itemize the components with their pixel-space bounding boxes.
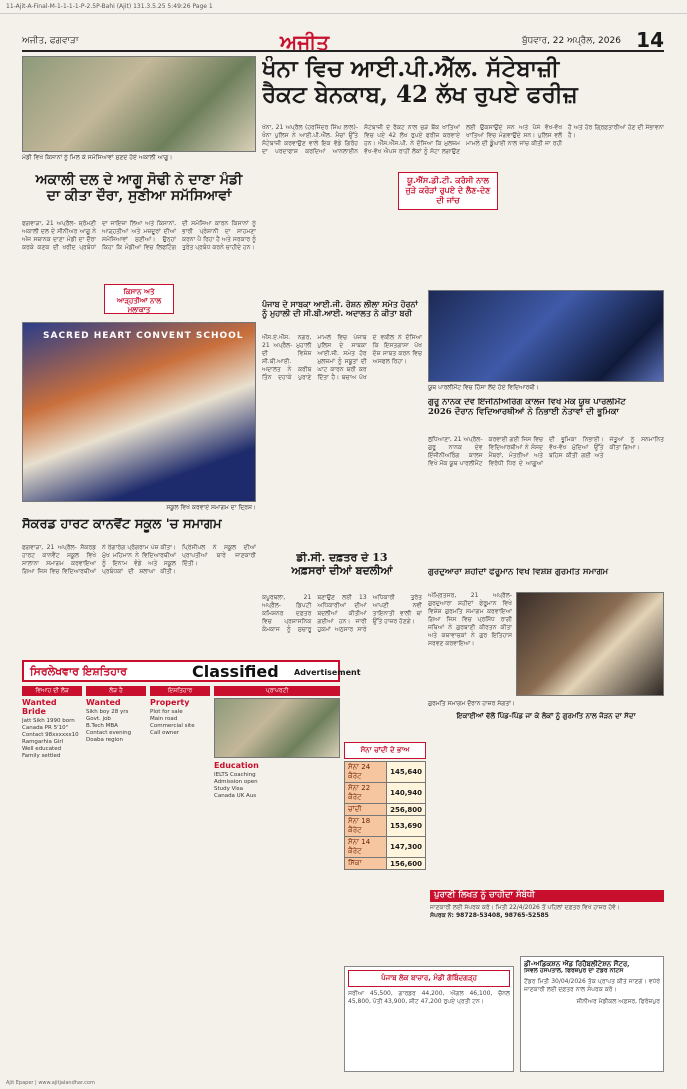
- classified-line: Govt. job: [86, 716, 111, 722]
- table-row: [345, 858, 426, 870]
- body-gurmat-samagam: ਅੰਮ੍ਰਿਤਸਰ, 21 ਅਪ੍ਰੈਲ- ਗੁਰਦੁਆਰਾ ਸ਼ਹੀਦਾਂ ਫੇਰੂਮਾਨ ਵਿਖੇ ਵਿਸ਼ੇਸ਼ ਗੁਰਮਤਿ ਸਮਾਗਮ ਕਰਵਾਇਆ ਗਿਆ ਜਿਸ ਵਿਚ ਪ੍ਰਸਿੱਧ ਰਾਗੀ ਜਥਿਆਂ ਨੇ ਗੁਰਬਾਣੀ ਕੀਰਤਨ ਕੀਤਾ ਅਤੇ ਕਥਾਵਾਚਕਾਂ ਨੇ ਗੁਰ ਇਤਿਹਾਸ ਸਰਵਣ ਕਰਵਾਇਆ।: [428, 592, 512, 647]
- classified-line: Canada UK Aus: [214, 793, 257, 799]
- rate-label: ਚਾਂਦੀ: [345, 804, 387, 816]
- headline-school-event: ਸੈਕਰਡ ਹਾਰਟ ਕਾਨਵੈਂਟ ਸਕੂਲ 'ਚ ਸਮਾਗਮ: [22, 518, 222, 532]
- classified-col-title: Wanted: [86, 698, 121, 707]
- classified-col-4: [214, 686, 340, 1072]
- table-row: [345, 837, 426, 858]
- headline-cbi-line2: ਨੂੰ ਮੁਹਾਲੀ ਦੀ ਸੀ.ਬੀ.ਆਈ. ਅਦਾਲਤ ਨੇ ਕੀਤਾ ਬਰੀ: [262, 308, 412, 319]
- footer: Ajit Epaper | www.ajitjalandhar.com: [6, 1080, 95, 1086]
- masthead-edition: ਅਜੀਤ, ਫਗਵਾੜਾ: [22, 36, 79, 46]
- classified-line: Main road: [150, 716, 178, 722]
- classified-label: Classified: [192, 662, 279, 681]
- classified-line: IELTS Coaching: [214, 772, 256, 778]
- notice-body: ਜਾਣਕਾਰੀ ਲਈ ਸੰਪਰਕ ਕਰੋ। ਮਿਤੀ 22/4/2026 ਤੋਂ ਪਹਿਲਾਂ ਦਫ਼ਤਰ ਵਿਖੇ ਹਾਜ਼ਰ ਹੋਵੋ।: [430, 903, 620, 911]
- body-cbi-court: ਐੱਸ.ਏ.ਐੱਸ. ਨਗਰ, 21 ਅਪ੍ਰੈਲ- ਮੁਹਾਲੀ ਦੀ ਵਿਸ਼ੇਸ਼ ਸੀ.ਬੀ.ਆਈ. ਅਦਾਲਤ ਨੇ ਕਰੀਬ ਤਿੰਨ ਦਹਾਕੇ ਪੁਰਾਣੇ ਮਾਮਲੇ ਵਿਚ ਪੰਜਾਬ ਪੁਲਿਸ ਦੇ ਸਾਬਕਾ ਆਈ.ਜੀ. ਸਮੇਤ ਹੋਰ ਮੁਲਜ਼ਮਾਂ ਨੂੰ ਸਬੂਤਾਂ ਦੀ ਘਾਟ ਕਾਰਨ ਬਰੀ ਕਰ ਦਿੱਤਾ ਹੈ। ਬਚਾਅ ਪੱਖ ਦੇ ਵਕੀਲ ਨੇ ਦੱਸਿਆ ਕਿ ਇਸਤਗਾਸਾ ਪੱਖ ਦੋਸ਼ ਸਾਬਤ ਕਰਨ ਵਿਚ ਅਸਫਲ ਰਿਹਾ।: [262, 334, 422, 381]
- headline-akali-line2: ਦਾ ਕੀਤਾ ਦੌਰਾ, ਸੁਣੀਆ ਸਮੱਸਿਆਵਾਂ: [46, 188, 232, 205]
- mandi-box: [344, 966, 514, 1072]
- classified-header: [22, 660, 361, 682]
- mandi-body: ਸਰੀਆ 45,500, ਗਾਰਡਰ 44,200, ਐਂਗਲ 46,100, ਚੈਨਲ 45,800, ਪੱਤੀ 43,900, ਸ਼ੀਟ 47,200 ਰੁਪਏ ਪ੍ਰਤੀ ਟਨ।: [348, 990, 510, 1005]
- body-school-event: ਫਗਵਾੜਾ, 21 ਅਪ੍ਰੈਲ- ਸੈਕਰਡ ਹਾਰਟ ਕਾਨਵੈਂਟ ਸਕੂਲ ਵਿਖੇ ਸਾਲਾਨਾ ਸਮਾਗਮ ਕਰਵਾਇਆ ਗਿਆ ਜਿਸ ਵਿਚ ਵਿਦਿਆਰਥੀਆਂ ਨੇ ਰੰਗਾਰੰਗ ਪ੍ਰੋਗਰਾਮ ਪੇਸ਼ ਕੀਤਾ। ਮੁੱਖ ਮਹਿਮਾਨ ਨੇ ਵਿਦਿਆਰਥੀਆਂ ਨੂੰ ਇਨਾਮ ਵੰਡੇ ਅਤੇ ਸਕੂਲ ਪ੍ਰਬੰਧਕਾਂ ਦੀ ਸ਼ਲਾਘਾ ਕੀਤੀ। ਪ੍ਰਿੰਸੀਪਲ ਨੇ ਸਕੂਲ ਦੀਆਂ ਪ੍ਰਾਪਤੀਆਂ ਬਾਰੇ ਜਾਣਕਾਰੀ ਦਿੱਤੀ।: [22, 544, 256, 575]
- photo-youth-parliament: [428, 290, 664, 382]
- classified-line: Sikh boy 28 yrs: [86, 709, 129, 715]
- photo-mandi-visit: [22, 56, 256, 152]
- mandi-title: ਪੰਜਾਬ ਲੋਕ ਬਾਜ਼ਾਰ, ਮੰਡੀ ਗੋਬਿੰਦਗੜ੍ਹ: [348, 970, 510, 987]
- table-row: [345, 816, 426, 837]
- print-slug: 11-Ajit-A-Final-M-1-1-1-1-P-2.5P-Bahi (Ajit) 131.3.5.25 5:49:26 Page 1: [0, 0, 687, 14]
- classified-col-title: Property: [150, 698, 190, 707]
- classified-line: Call owner: [150, 730, 180, 736]
- gold-rates-title: ਸੋਨਾ ਚਾਂਦੀ ਦੇ ਭਾਅ: [344, 742, 426, 759]
- caption-school-event: ਸਕੂਲ ਵਿਖੇ ਕਰਵਾਏ ਸਮਾਗਮ ਦਾ ਦ੍ਰਿਸ਼।: [166, 504, 256, 511]
- classified-col-title: Wanted Bride: [22, 698, 57, 716]
- hospital-signoff: ਸੀਨੀਅਰ ਮੈਡੀਕਲ ਅਫ਼ਸਰ, ਫਿਰੋਜ਼ਪੁਰ: [576, 997, 660, 1005]
- classified-col-title: Education: [214, 761, 259, 770]
- classified-col-1: [22, 686, 82, 1072]
- headline-lead-story: [262, 56, 664, 120]
- classified-line: Study Visa: [214, 786, 244, 792]
- headline-akali-visit: [22, 172, 256, 212]
- gold-rates-box: [344, 742, 426, 902]
- table-row: [345, 783, 426, 804]
- classified-col-head: ਇਸ਼ਤਿਹਾਰ: [150, 686, 210, 696]
- classified-col-head: ਲੋੜ ਹੈ: [86, 686, 146, 696]
- photo-gurmat-samagam: [516, 592, 664, 696]
- headline-lead-line1: ਖੰਨਾ ਵਿਚ ਆਈ.ਪੀ.ਐੱਲ. ਸੱਟੇਬਾਜ਼ੀ: [262, 56, 560, 82]
- headline-youth-line1: ਗੁਰੂ ਨਾਨਕ ਦੇਵ ਇੰਜੀਨੀਅਰਿੰਗ ਕਾਲਜ ਵਿਖੇ ਮੌਕ ਯੂਥ ਪਾਰਲੀਮੈਂਟ: [428, 398, 626, 407]
- classified-label-sub: Advertisement: [294, 668, 361, 677]
- classified-col-2: [86, 686, 146, 1072]
- notice-phone: ਸੰਪਰਕ ਨੰ: 98728-53408, 98765-52585: [430, 911, 549, 919]
- body-youth-parliament: ਲੁਧਿਆਣਾ, 21 ਅਪ੍ਰੈਲ- ਗੁਰੂ ਨਾਨਕ ਦੇਵ ਇੰਜੀਨੀਅਰਿੰਗ ਕਾਲਜ ਵਿਖੇ ਮੌਕ ਯੂਥ ਪਾਰਲੀਮੈਂਟ ਕਰਵਾਈ ਗਈ ਜਿਸ ਵਿਚ ਵਿਦਿਆਰਥੀਆਂ ਨੇ ਸੰਸਦ ਮੈਂਬਰਾਂ, ਮੰਤਰੀਆਂ ਅਤੇ ਵਿਰੋਧੀ ਧਿਰ ਦੇ ਆਗੂਆਂ ਦੀ ਭੂਮਿਕਾ ਨਿਭਾਈ। ਵੱਖ-ਵੱਖ ਮੁੱਦਿਆਂ ਉੱਤੇ ਬਹਿਸ ਕੀਤੀ ਗਈ ਅਤੇ ਜੇਤੂਆਂ ਨੂੰ ਸਨਮਾਨਿਤ ਕੀਤਾ ਗਿਆ।: [428, 436, 664, 467]
- classified-ad-image: [214, 698, 340, 758]
- caption-youth-parliament: ਯੂਥ ਪਾਰਲੀਮੈਂਟ ਵਿਚ ਹਿੱਸਾ ਲੈਂਦੇ ਹੋਏ ਵਿਦਿਆਰਥੀ।: [428, 384, 539, 391]
- hospital-title: ਡੀ-ਅਡਿਕਸ਼ਨ ਐਂਡ ਰਿਹੈਬਲੀਟੇਸ਼ਨ ਸੈਂਟਰ,: [524, 960, 630, 968]
- classified-line: Contact 98xxxxxx10: [22, 732, 79, 738]
- rate-value: 156,600: [387, 858, 426, 870]
- page-number: 14: [636, 28, 664, 52]
- rate-label: ਸੋਨਾ 22 ਕੈਰੇਟ: [345, 783, 387, 804]
- rate-value: 145,640: [387, 762, 426, 783]
- headline-youth-parliament: [428, 398, 664, 432]
- hospital-notice: [520, 956, 664, 1072]
- headline-cbi-court: [262, 300, 422, 330]
- classified-line: Canada PR 5'10": [22, 725, 69, 731]
- rate-value: 153,690: [387, 816, 426, 837]
- notice-title: ਪੁਰਾਣੀ ਲਿਖਤ ਨੂੰ ਚਾਹੀਦਾ ਸੰਬੰਧੀ: [430, 890, 664, 902]
- classified-line: Plot for sale: [150, 709, 183, 715]
- body-dc-transfers: ਕਪੂਰਥਲਾ, 21 ਅਪ੍ਰੈਲ- ਡਿਪਟੀ ਕਮਿਸ਼ਨਰ ਦਫ਼ਤਰ ਵਿਚ ਪ੍ਰਸ਼ਾਸਨਿਕ ਕੰਮਕਾਜ ਨੂੰ ਸੁਚਾਰੂ ਬਣਾਉਣ ਲਈ 13 ਅਧਿਕਾਰੀਆਂ ਦੀਆਂ ਬਦਲੀਆਂ ਕੀਤੀਆਂ ਗਈਆਂ ਹਨ। ਜਾਰੀ ਹੁਕਮਾਂ ਅਨੁਸਾਰ ਸਾਰੇ ਅਧਿਕਾਰੀ ਤੁਰੰਤ ਆਪਣੀ ਨਵੀਂ ਤਾਇਨਾਤੀ ਵਾਲੀ ਥਾਂ ਉੱਤੇ ਹਾਜ਼ਰ ਹੋਣਗੇ।: [262, 594, 422, 633]
- caption-mandi-visit: ਮੰਡੀ ਵਿਖੇ ਕਿਸਾਨਾਂ ਨੂੰ ਮਿਲ ਕੇ ਸਮੱਸਿਆਵਾਂ ਸੁਣਦੇ ਹੋਏ ਅਕਾਲੀ ਆਗੂ।: [22, 154, 173, 161]
- classified-col-head: ਪ੍ਰਾਪਰਟੀ: [214, 686, 340, 696]
- masthead-date: ਬੁੱਧਵਾਰ, 22 ਅਪ੍ਰੈਲ, 2026: [522, 36, 621, 46]
- headline-youth-line2: 2026 ਦੌਰਾਨ ਵਿਦਿਆਰਥੀਆਂ ਨੇ ਨਿਭਾਈ ਨੇਤਾਵਾਂ ਦੀ ਭੂਮਿਕਾ: [428, 406, 619, 417]
- rate-label: ਸੋਨਾ 14 ਕੈਰੇਟ: [345, 837, 387, 858]
- headline-dc-line2: ਅਫ਼ਸਰਾਂ ਦੀਆਂ ਬਦਲੀਆਂ: [291, 563, 393, 577]
- masthead: [22, 30, 664, 52]
- table-row: [345, 762, 426, 783]
- headline-akali-line1: ਅਕਾਲੀ ਦਲ ਦੇ ਆਗੂ ਸੋਢੀ ਨੇ ਦਾਣਾ ਮੰਡੀ: [35, 172, 243, 188]
- body-akali-visit: ਫਗਵਾੜਾ, 21 ਅਪ੍ਰੈਲ- ਸ਼੍ਰੋਮਣੀ ਅਕਾਲੀ ਦਲ ਦੇ ਸੀਨੀਅਰ ਆਗੂ ਨੇ ਅੱਜ ਸਥਾਨਕ ਦਾਣਾ ਮੰਡੀ ਦਾ ਦੌਰਾ ਕਰਕੇ ਕਣਕ ਦੀ ਖਰੀਦ ਪ੍ਰਬੰਧਾਂ ਦਾ ਜਾਇਜ਼ਾ ਲਿਆ ਅਤੇ ਕਿਸਾਨਾਂ, ਆੜ੍ਹਤੀਆਂ ਅਤੇ ਮਜ਼ਦੂਰਾਂ ਦੀਆਂ ਸਮੱਸਿਆਵਾਂ ਸੁਣੀਆਂ। ਉਨ੍ਹਾਂ ਕਿਹਾ ਕਿ ਮੰਡੀਆਂ ਵਿਚ ਲਿਫਟਿੰਗ ਦੀ ਸਮੱਸਿਆ ਕਾਰਨ ਕਿਸਾਨਾਂ ਨੂੰ ਭਾਰੀ ਪ੍ਰੇਸ਼ਾਨੀ ਦਾ ਸਾਹਮਣਾ ਕਰਨਾ ਪੈ ਰਿਹਾ ਹੈ ਅਤੇ ਸਰਕਾਰ ਨੂੰ ਤੁਰੰਤ ਪ੍ਰਬੰਧ ਕਰਨੇ ਚਾਹੀਦੇ ਹਨ।: [22, 220, 256, 251]
- classified-label-punjabi: ਸਿਰਲੇਖਵਾਰ ਇਸ਼ਤਿਹਾਰ: [30, 665, 127, 678]
- inset-akali-visit: ਕਿਸਾਨ ਅਤੇ ਆੜ੍ਹਤੀਆਂ ਨਾਲ ਮੁਲਾਕਾਤ: [104, 284, 174, 314]
- classified-line: Commercial site: [150, 723, 195, 729]
- hospital-body: ਟੈਂਡਰ ਮਿਤੀ 30/04/2026 ਤੱਕ ਪ੍ਰਾਪਤ ਕੀਤੇ ਜਾਣਗੇ। ਵਧੇਰੇ ਜਾਣਕਾਰੀ ਲਈ ਦਫ਼ਤਰ ਨਾਲ ਸੰਪਰਕ ਕਰੋ।: [524, 977, 660, 993]
- classified-line: Contact evening: [86, 730, 132, 736]
- headline-gurmat-samagam: ਗੁਰਦੁਆਰਾ ਸ਼ਹੀਦਾਂ ਫੇਰੂਮਾਨ ਵਿਖੇ ਵਿਸ਼ੇਸ਼ ਗੁਰਮਤਿ ਸਮਾਗਮ: [428, 568, 609, 577]
- rate-value: 147,300: [387, 837, 426, 858]
- headline-dc-transfers: [262, 552, 422, 590]
- headline-cbi-line1: ਪੰਜਾਬ ਦੇ ਸਾਬਕਾ ਆਈ.ਜੀ. ਰੋਸ਼ਨ ਲੀਲਾ ਸਮੇਤ ਹੋਰਨਾਂ: [262, 300, 418, 309]
- photo-school-event: [22, 322, 256, 502]
- classified-line: B.Tech MBA: [86, 723, 118, 729]
- classified-line: Family settled: [22, 753, 61, 759]
- classified-col-head: ਵਿਆਹ ਦੀ ਲੋੜ: [22, 686, 82, 696]
- classified-line: Well educated: [22, 746, 62, 752]
- subhead-gurmat-samagam: ਇਕਾਈਆਂ ਵੱਲੋਂ ਪਿੰਡ-ਪਿੰਡ ਜਾ ਕੇ ਲੋਕਾਂ ਨੂੰ ਗੁਰਮਤਿ ਨਾਲ ਜੋੜਨ ਦਾ ਸੱਦਾ: [456, 712, 636, 720]
- classified-line: Jatt Sikh 1990 born: [22, 718, 75, 724]
- rate-value: 140,940: [387, 783, 426, 804]
- school-banner: SACRED HEART CONVENT SCHOOL: [43, 331, 244, 341]
- table-row: [345, 804, 426, 816]
- masthead-logo: ਅਜੀਤ: [280, 30, 330, 54]
- hospital-subtitle: ਸਿਵਲ ਹਸਪਤਾਲ, ਫਿਰੋਜ਼ਪੁਰ ਦਾ ਟੈਂਡਰ ਨੋਟਿਸ: [524, 968, 624, 975]
- headline-lead-line2: ਰੈਕਟ ਬੇਨਕਾਬ, 42 ਲੱਖ ਰੁਪਏ ਫਰੀਜ਼: [262, 81, 578, 109]
- rate-label: ਸਿੱਕਾ: [345, 858, 387, 870]
- gold-rates-table: [344, 761, 426, 870]
- classified-line: Ramgarhia Girl: [22, 739, 64, 745]
- classified-line: Admission open: [214, 779, 258, 785]
- caption-gurmat-samagam: ਗੁਰਮਤਿ ਸਮਾਗਮ ਦੌਰਾਨ ਹਾਜ਼ਰ ਸੰਗਤਾਂ।: [428, 700, 515, 707]
- body-lead-story: ਖੰਨਾ, 21 ਅਪ੍ਰੈਲ (ਹਰਜਿੰਦਰ ਸਿੰਘ ਲਾਲ)- ਖੰਨਾ ਪੁਲਿਸ ਨੇ ਆਈ.ਪੀ.ਐੱਲ. ਮੈਚਾਂ ਉੱਤੇ ਸੱਟੇਬਾਜ਼ੀ ਕਰਵਾਉਣ ਵਾਲੇ ਇਕ ਵੱਡੇ ਗਿਰੋਹ ਦਾ ਪਰਦਾਫਾਸ਼ ਕਰਦਿਆਂ ਆਨਲਾਈਨ ਸੱਟੇਬਾਜ਼ੀ ਦੇ ਰੈਕਟ ਨਾਲ ਜੁੜੇ ਬੈਂਕ ਖਾਤਿਆਂ ਵਿਚ ਪਏ 42 ਲੱਖ ਰੁਪਏ ਫਰੀਜ਼ ਕਰਵਾਏ ਹਨ। ਐੱਸ.ਐੱਸ.ਪੀ. ਨੇ ਦੱਸਿਆ ਕਿ ਮੁਲਜ਼ਮ ਵੱਖ-ਵੱਖ ਐਪਸ ਰਾਹੀਂ ਲੋਕਾਂ ਨੂੰ ਸੱਟਾ ਲਗਾਉਣ ਲਈ ਉਕਸਾਉਂਦੇ ਸਨ ਅਤੇ ਪੈਸੇ ਵੱਖ-ਵੱਖ ਖਾਤਿਆਂ ਵਿਚ ਮੰਗਵਾਉਂਦੇ ਸਨ। ਪੁਲਿਸ ਵਲੋਂ ਮਾਮਲੇ ਦੀ ਡੂੰਘਾਈ ਨਾਲ ਜਾਂਚ ਕੀਤੀ ਜਾ ਰਹੀ ਹੈ ਅਤੇ ਹੋਰ ਗ੍ਰਿਫ਼ਤਾਰੀਆਂ ਹੋਣ ਦੀ ਸੰਭਾਵਨਾ ਹੈ।: [262, 124, 664, 155]
- headline-dc-line1: ਡੀ.ਸੀ. ਦਫ਼ਤਰ ਦੇ 13: [296, 552, 388, 564]
- pullquote-lead-story: ਯੂ.ਐੱਸ.ਡੀ.ਟੀ. ਕਰੰਸੀ ਨਾਲ ਜੁੜੇ ਕਰੋੜਾਂ ਰੁਪਏ ਦੇ ਲੈਣ-ਦੇਣ ਦੀ ਜਾਂਚ: [398, 172, 498, 210]
- rate-value: 256,800: [387, 804, 426, 816]
- classified-col-3: [150, 686, 210, 1072]
- rate-label: ਸੋਨਾ 24 ਕੈਰੇਟ: [345, 762, 387, 783]
- rate-label: ਸੋਨਾ 18 ਕੈਰੇਟ: [345, 816, 387, 837]
- classified-line: Doaba region: [86, 737, 123, 743]
- notice-box: [430, 890, 664, 950]
